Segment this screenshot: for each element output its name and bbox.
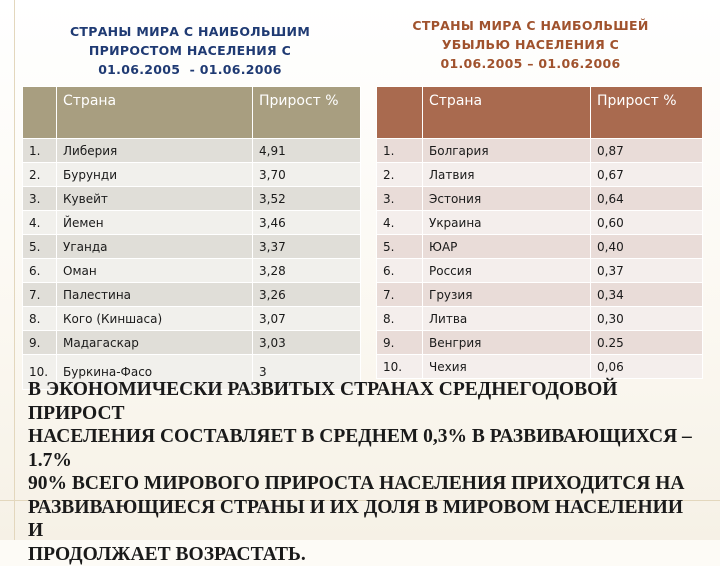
- table-row: [23, 283, 361, 307]
- row-number: 8.: [377, 307, 423, 331]
- row-value: 4,91: [253, 139, 361, 163]
- table-row: [377, 187, 703, 211]
- row-country: Украина: [423, 211, 591, 235]
- row-value: 0.25: [591, 331, 703, 355]
- row-country: Чехия: [423, 355, 591, 379]
- decorative-vertical-line: [14, 0, 15, 540]
- table-header-row: [23, 87, 361, 139]
- table-row: [23, 235, 361, 259]
- row-value: 3,70: [253, 163, 361, 187]
- right-title-line: УБЫЛЬЮ НАСЕЛЕНИЯ С: [378, 35, 683, 54]
- row-number: 9.: [23, 331, 57, 355]
- summary-line: РАЗВИВАЮЩИЕСЯ СТРАНЫ И ИХ ДОЛЯ В МИРОВОМ НАСЕЛЕНИИ И: [28, 496, 698, 543]
- row-number: 10.: [377, 355, 423, 379]
- row-number: 2.: [377, 163, 423, 187]
- row-number: 10.: [23, 355, 57, 390]
- table-row: [23, 163, 361, 187]
- table-row: [23, 211, 361, 235]
- row-number: 2.: [23, 163, 57, 187]
- left-table-title: [40, 22, 340, 79]
- row-country: ЮАР: [423, 235, 591, 259]
- row-country: Буркина-Фасо: [57, 355, 253, 390]
- table-row: [377, 259, 703, 283]
- row-country: Мадагаскар: [57, 331, 253, 355]
- row-value: 3,46: [253, 211, 361, 235]
- row-value: 0,37: [591, 259, 703, 283]
- summary-line: ПРОДОЛЖАЕТ ВОЗРАСТАТЬ.: [28, 543, 698, 566]
- summary-line: 90% ВСЕГО МИРОВОГО ПРИРОСТА НАСЕЛЕНИЯ ПРИХОДИТСЯ НА: [28, 472, 698, 496]
- header-country: Страна: [423, 87, 591, 139]
- table-row: [23, 187, 361, 211]
- row-number: 1.: [23, 139, 57, 163]
- header-country: Страна: [57, 87, 253, 139]
- header-growth: Прирост %: [591, 87, 703, 139]
- row-value: 0,64: [591, 187, 703, 211]
- table-row: [23, 331, 361, 355]
- table-header-row: [377, 87, 703, 139]
- header-growth: Прирост %: [253, 87, 361, 139]
- left-title-line: 01.06.2005 - 01.06.2006: [40, 60, 340, 79]
- row-country: Палестина: [57, 283, 253, 307]
- row-country: Болгария: [423, 139, 591, 163]
- row-value: 0,87: [591, 139, 703, 163]
- row-country: Кого (Киншаса): [57, 307, 253, 331]
- row-value: 3,52: [253, 187, 361, 211]
- row-number: 1.: [377, 139, 423, 163]
- table-row: [377, 139, 703, 163]
- row-value: 0,40: [591, 235, 703, 259]
- row-value: 3,37: [253, 235, 361, 259]
- table-row: [377, 211, 703, 235]
- header-number: [23, 87, 57, 139]
- row-value: 0,67: [591, 163, 703, 187]
- growth-table: [22, 86, 361, 390]
- row-country: Йемен: [57, 211, 253, 235]
- table-row: [377, 163, 703, 187]
- row-number: 7.: [23, 283, 57, 307]
- row-country: Уганда: [57, 235, 253, 259]
- row-number: 9.: [377, 331, 423, 355]
- table-row: [377, 355, 703, 379]
- table-row: [23, 307, 361, 331]
- right-title-line: СТРАНЫ МИРА С НАИБОЛЬШЕЙ: [378, 16, 683, 35]
- left-title-line: ПРИРОСТОМ НАСЕЛЕНИЯ С: [40, 41, 340, 60]
- row-country: Кувейт: [57, 187, 253, 211]
- row-number: 5.: [23, 235, 57, 259]
- row-number: 3.: [23, 187, 57, 211]
- row-value: 3,28: [253, 259, 361, 283]
- row-number: 7.: [377, 283, 423, 307]
- decline-table: [376, 86, 703, 379]
- right-table-title: [378, 16, 683, 73]
- table-row: [377, 331, 703, 355]
- header-number: [377, 87, 423, 139]
- row-country: Грузия: [423, 283, 591, 307]
- row-number: 3.: [377, 187, 423, 211]
- table-row: [377, 283, 703, 307]
- row-number: 6.: [377, 259, 423, 283]
- row-country: Эстония: [423, 187, 591, 211]
- row-number: 5.: [377, 235, 423, 259]
- right-title-line: 01.06.2005 – 01.06.2006: [378, 54, 683, 73]
- summary-line: В ЭКОНОМИЧЕСКИ РАЗВИТЫХ СТРАНАХ СРЕДНЕГОДОВОЙ ПРИРОСТ: [28, 378, 698, 425]
- row-value: 0,06: [591, 355, 703, 379]
- row-country: Бурунди: [57, 163, 253, 187]
- row-number: 6.: [23, 259, 57, 283]
- summary-text: [28, 378, 698, 566]
- row-country: Россия: [423, 259, 591, 283]
- table-row: [377, 307, 703, 331]
- row-value: 0,30: [591, 307, 703, 331]
- left-title-line: СТРАНЫ МИРА С НАИБОЛЬШИМ: [40, 22, 340, 41]
- row-value: 3,03: [253, 331, 361, 355]
- row-value: 3,07: [253, 307, 361, 331]
- row-value: 0,60: [591, 211, 703, 235]
- row-number: 4.: [23, 211, 57, 235]
- row-country: Венгрия: [423, 331, 591, 355]
- row-number: 4.: [377, 211, 423, 235]
- table-row: [377, 235, 703, 259]
- summary-line: НАСЕЛЕНИЯ СОСТАВЛЯЕТ В СРЕДНЕМ 0,3% В РАЗВИВАЮЩИХСЯ – 1.7%: [28, 425, 698, 472]
- row-country: Латвия: [423, 163, 591, 187]
- row-value: 3,26: [253, 283, 361, 307]
- row-country: Либерия: [57, 139, 253, 163]
- row-number: 8.: [23, 307, 57, 331]
- row-country: Оман: [57, 259, 253, 283]
- table-row: [23, 139, 361, 163]
- table-row: [23, 259, 361, 283]
- row-value: 3: [253, 355, 361, 390]
- row-value: 0,34: [591, 283, 703, 307]
- row-country: Литва: [423, 307, 591, 331]
